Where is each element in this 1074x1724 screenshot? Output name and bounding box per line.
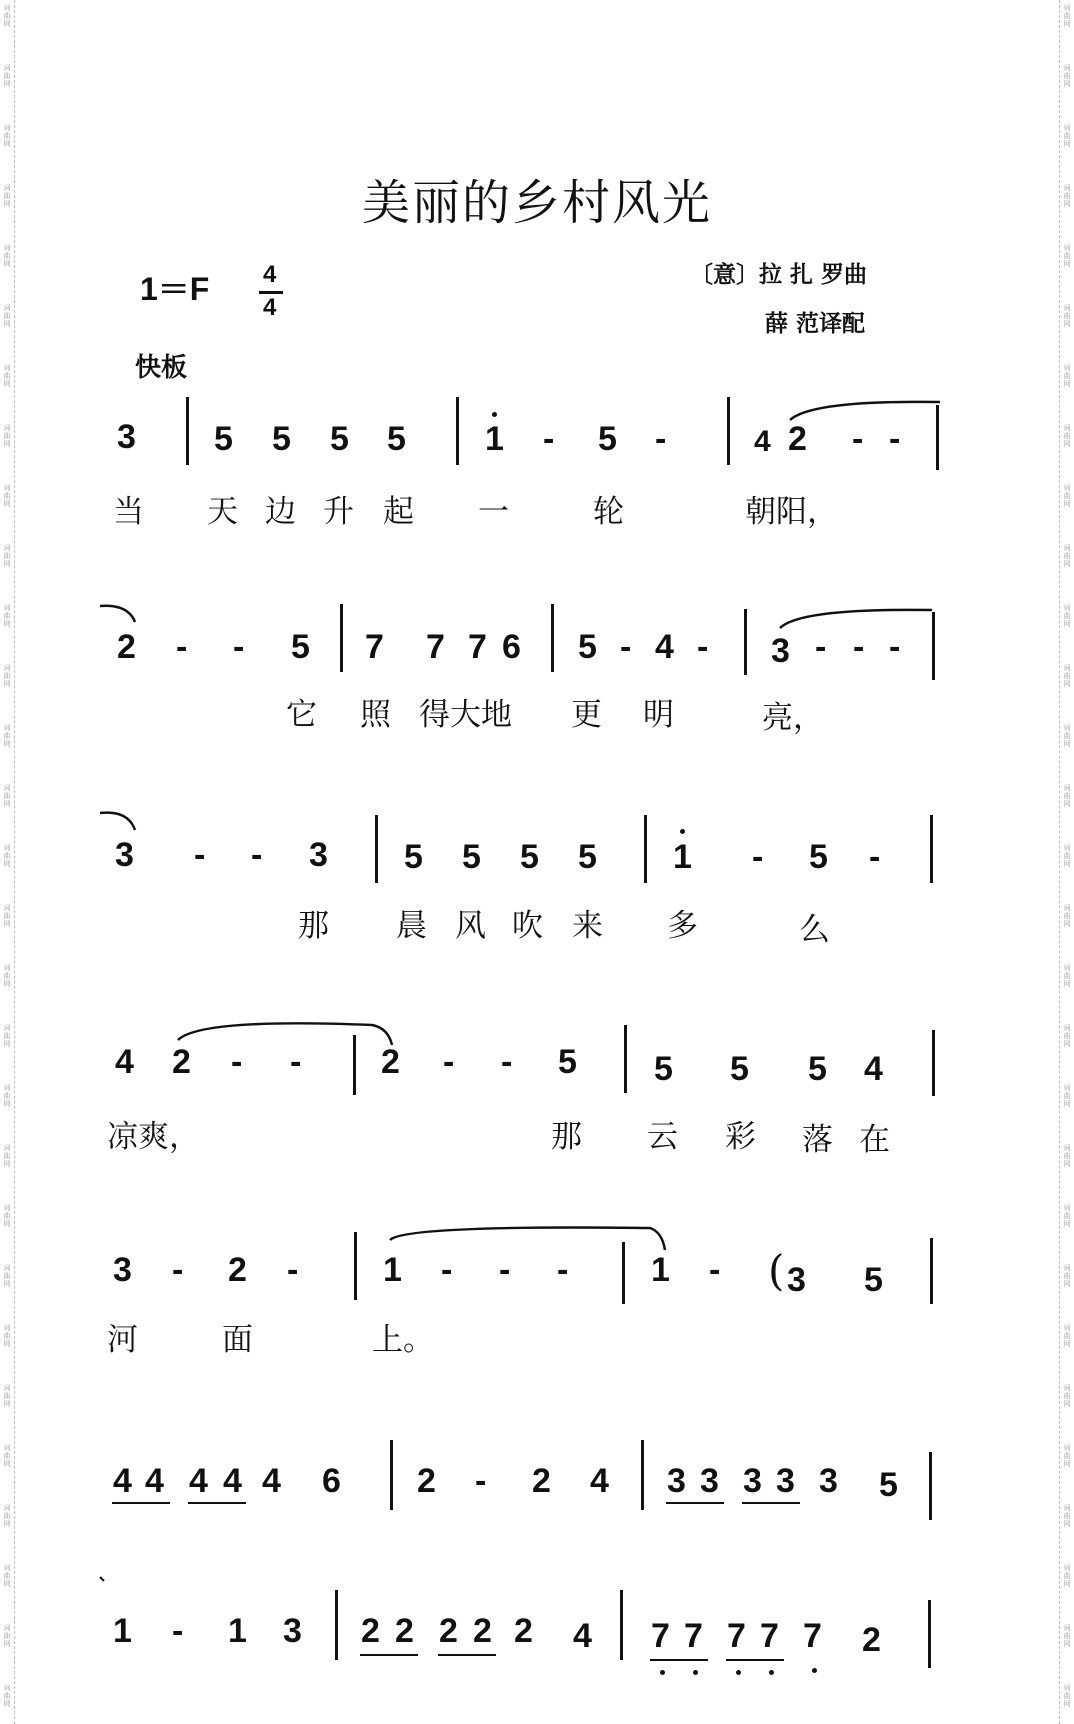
- note-93: 7: [684, 1617, 703, 1655]
- note-50: 5: [654, 1050, 673, 1088]
- note-32: -: [251, 836, 263, 874]
- lyric-15: 那: [298, 908, 329, 944]
- barline: [353, 1035, 356, 1095]
- note-8: 5: [598, 420, 617, 458]
- watermark-stamp: 词曲网: [1063, 784, 1071, 808]
- lyric-28: 河: [107, 1322, 138, 1358]
- watermark-stamp: 词曲网: [1063, 484, 1071, 508]
- watermark-stamp: 词曲网: [1063, 544, 1071, 568]
- note-34: 5: [404, 838, 423, 876]
- note-31: -: [194, 836, 206, 874]
- watermark-stamp: 词曲网: [3, 1084, 11, 1108]
- watermark-stamp: 词曲网: [3, 664, 11, 688]
- note-49: 5: [558, 1043, 577, 1081]
- note-41: -: [869, 838, 881, 876]
- note-19: 7: [426, 628, 445, 666]
- note-81: 5: [879, 1466, 898, 1504]
- lyric-1: 当: [113, 494, 144, 530]
- note-67: 4: [145, 1462, 164, 1500]
- note-56: 2: [228, 1251, 247, 1289]
- note-14: 2: [117, 628, 136, 666]
- note-54: 3: [113, 1251, 132, 1289]
- note-25: -: [697, 628, 709, 666]
- note-13: -: [889, 420, 901, 458]
- lyric-8: 朝阳，: [745, 494, 838, 530]
- note-48: -: [501, 1043, 513, 1081]
- note-84: 1: [228, 1612, 247, 1650]
- note-71: 6: [322, 1462, 341, 1500]
- underline: [438, 1654, 496, 1656]
- low-octave-dot: [769, 1670, 774, 1675]
- watermark-stamp: 词曲网: [3, 1324, 11, 1348]
- watermark-stamp: 词曲网: [1063, 1024, 1071, 1048]
- note-11: 2: [788, 420, 807, 458]
- watermark-stamp: 词曲网: [1063, 424, 1071, 448]
- lyric-12: 更: [571, 697, 602, 733]
- watermark-stamp: 词曲网: [3, 964, 11, 988]
- watermark-stamp: 词曲网: [1063, 904, 1071, 928]
- note-94: 7: [727, 1617, 746, 1655]
- barline: [340, 604, 343, 672]
- watermark-stamp: 词曲网: [3, 304, 11, 328]
- watermark-stamp: 词曲网: [3, 244, 11, 268]
- note-72: 2: [417, 1462, 436, 1500]
- lyric-14: 亮，: [762, 700, 824, 736]
- lyric-13: 明: [643, 697, 674, 733]
- tie-arc: [178, 1023, 392, 1045]
- note-60: -: [499, 1251, 511, 1289]
- note-3: 5: [272, 420, 291, 458]
- note-43: 2: [172, 1043, 191, 1081]
- note-97: 2: [862, 1621, 881, 1659]
- note-18: 7: [365, 628, 384, 666]
- note-23: -: [620, 628, 632, 666]
- note-37: 5: [578, 838, 597, 876]
- note-83: -: [172, 1612, 184, 1650]
- underline: [726, 1659, 784, 1661]
- watermark-stamp: 词曲网: [3, 904, 11, 928]
- lyric-3: 边: [265, 494, 296, 530]
- watermark-stamp: 词曲网: [1063, 364, 1071, 388]
- note-63: -: [709, 1251, 721, 1289]
- note-5: 5: [387, 420, 406, 458]
- note-27: -: [815, 628, 827, 666]
- note-79: 3: [776, 1462, 795, 1500]
- watermark-stamp: 词曲网: [3, 184, 11, 208]
- watermark-stamp: 词曲网: [1063, 1564, 1071, 1588]
- watermark-stamp: 词曲网: [3, 364, 11, 388]
- song-title: 美丽的乡村风光: [361, 175, 712, 231]
- watermark-stamp: 词曲网: [1063, 1264, 1071, 1288]
- barline: [354, 1232, 357, 1300]
- watermark-stamp: 词曲网: [1063, 1444, 1071, 1468]
- watermark-stamp: 词曲网: [1063, 1684, 1071, 1708]
- note-59: -: [441, 1251, 453, 1289]
- tempo-marking: 快板: [135, 353, 188, 383]
- note-1: 3: [117, 418, 136, 456]
- note-9: -: [655, 420, 667, 458]
- watermark-stamp: 词曲网: [3, 544, 11, 568]
- lyric-25: 彩: [725, 1119, 756, 1155]
- barline: [375, 815, 378, 883]
- watermark-stamp: 词曲网: [1063, 964, 1071, 988]
- note-88: 2: [439, 1612, 458, 1650]
- watermark-stamp: 词曲网: [1063, 664, 1071, 688]
- barline: [186, 397, 189, 465]
- note-33: 3: [309, 836, 328, 874]
- note-76: 3: [667, 1462, 686, 1500]
- octave-dot: [492, 412, 497, 417]
- octave-dot: [680, 829, 685, 834]
- barline: [551, 604, 554, 672]
- stray-mark: [100, 1577, 104, 1581]
- lyric-4: 升: [323, 494, 354, 530]
- note-77: 3: [700, 1462, 719, 1500]
- note-80: 3: [819, 1462, 838, 1500]
- note-65: 5: [864, 1261, 883, 1299]
- note-6: 1: [485, 420, 504, 458]
- note-53: 4: [864, 1050, 883, 1088]
- watermark-stamp: 词曲网: [3, 4, 11, 28]
- lyric-16: 晨: [396, 908, 427, 944]
- lyric-23: 那: [551, 1119, 582, 1155]
- watermark-stamp: 词曲网: [1063, 844, 1071, 868]
- barline: [335, 1590, 338, 1660]
- note-22: 5: [578, 628, 597, 666]
- watermark-stamp: 词曲网: [3, 1684, 11, 1708]
- barline: [936, 405, 939, 470]
- note-20: 7: [468, 628, 487, 666]
- watermark-stamp: 词曲网: [1063, 184, 1071, 208]
- note-10: 4: [754, 425, 771, 458]
- note-44: -: [231, 1043, 243, 1081]
- key-signature: 1＝F: [140, 271, 210, 307]
- note-92: 7: [651, 1617, 670, 1655]
- tie-arc: [100, 606, 135, 622]
- lyric-29: 面: [222, 1322, 253, 1358]
- note-57: -: [287, 1251, 299, 1289]
- note-96: 7: [803, 1617, 822, 1655]
- note-90: 2: [514, 1612, 533, 1650]
- note-85: 3: [283, 1612, 302, 1650]
- time-signature-bottom: 4: [263, 294, 277, 321]
- barline: [624, 1025, 627, 1093]
- tie-arc: [100, 813, 135, 830]
- note-70: 4: [262, 1462, 281, 1500]
- watermark-stamp: 词曲网: [3, 64, 11, 88]
- watermark-stamp: 词曲网: [3, 1384, 11, 1408]
- lyric-22: 凉爽，: [107, 1119, 200, 1155]
- tie-arc: [790, 402, 940, 420]
- note-17: 5: [291, 628, 310, 666]
- watermark-stamp: 词曲网: [1063, 64, 1071, 88]
- lyric-21: 么: [799, 912, 830, 948]
- note-40: 5: [809, 838, 828, 876]
- lyric-2: 天: [207, 494, 238, 530]
- watermark-stamp: 词曲网: [1063, 1504, 1071, 1528]
- lyric-10: 照: [360, 697, 391, 733]
- note-24: 4: [655, 628, 674, 666]
- note-46: 2: [381, 1043, 400, 1081]
- note-47: -: [443, 1043, 455, 1081]
- note-62: 1: [651, 1251, 670, 1289]
- barline: [727, 397, 730, 465]
- barline: [456, 397, 459, 465]
- note-75: 4: [590, 1462, 609, 1500]
- note-78: 3: [743, 1462, 762, 1500]
- note-51: 5: [730, 1050, 749, 1088]
- watermark-stamp: 词曲网: [1063, 724, 1071, 748]
- watermark-stamp: 词曲网: [1063, 304, 1071, 328]
- low-octave-dot: [736, 1670, 741, 1675]
- lyric-19: 来: [572, 908, 603, 944]
- lyric-20: 多: [667, 908, 698, 944]
- note-61: -: [557, 1251, 569, 1289]
- barline: [932, 1030, 935, 1096]
- note-15: -: [176, 628, 188, 666]
- watermark-stamp: 词曲网: [3, 724, 11, 748]
- lyric-5: 起: [383, 494, 414, 530]
- watermark-stamp: 词曲网: [3, 424, 11, 448]
- note-95: 7: [760, 1617, 779, 1655]
- note-64: 3: [787, 1261, 806, 1299]
- underline: [666, 1502, 724, 1504]
- note-7: -: [543, 420, 555, 458]
- barline: [930, 815, 933, 883]
- watermark-stamp: 词曲网: [3, 1564, 11, 1588]
- time-signature-top: 4: [263, 261, 277, 288]
- note-4: 5: [330, 420, 349, 458]
- barline: [620, 1590, 623, 1660]
- watermark-stamp: 词曲网: [1063, 604, 1071, 628]
- underline: [360, 1654, 418, 1656]
- low-octave-dot: [660, 1670, 665, 1675]
- note-38: 1: [673, 838, 692, 876]
- lyric-30: 上。: [372, 1322, 434, 1358]
- note-55: -: [172, 1251, 184, 1289]
- watermark-stamp: 词曲网: [1063, 4, 1071, 28]
- note-87: 2: [395, 1612, 414, 1650]
- opening-parenthesis: (: [768, 1246, 785, 1295]
- low-octave-dot: [693, 1670, 698, 1675]
- barline: [744, 609, 747, 675]
- lyric-18: 吹: [512, 908, 543, 944]
- note-91: 4: [573, 1617, 592, 1655]
- watermark-stamp: 词曲网: [1063, 1324, 1071, 1348]
- watermark-stamp: 词曲网: [1063, 244, 1071, 268]
- watermark-stamp: 词曲网: [1063, 1084, 1071, 1108]
- note-39: -: [752, 838, 764, 876]
- note-12: -: [852, 420, 864, 458]
- note-89: 2: [473, 1612, 492, 1650]
- note-86: 2: [361, 1612, 380, 1650]
- left-watermark-strip: [0, 0, 15, 1724]
- note-66: 4: [113, 1462, 132, 1500]
- barline: [928, 1600, 931, 1668]
- watermark-stamp: 词曲网: [3, 1264, 11, 1288]
- watermark-stamp: 词曲网: [3, 1204, 11, 1228]
- note-45: -: [290, 1043, 302, 1081]
- barline: [622, 1242, 625, 1304]
- note-42: 4: [115, 1043, 134, 1081]
- barline: [644, 815, 647, 883]
- underline: [112, 1502, 170, 1504]
- note-69: 4: [223, 1462, 242, 1500]
- watermark-stamp: 词曲网: [3, 784, 11, 808]
- watermark-stamp: 词曲网: [1063, 1384, 1071, 1408]
- lyric-11: 得大地: [419, 697, 512, 733]
- watermark-stamp: 词曲网: [1063, 1204, 1071, 1228]
- composer-credit: 〔意〕拉 扎 罗曲: [690, 261, 868, 288]
- note-82: 1: [113, 1612, 132, 1650]
- watermark-stamp: 词曲网: [3, 844, 11, 868]
- note-73: -: [475, 1462, 487, 1500]
- underline: [188, 1502, 246, 1504]
- watermark-stamp: 词曲网: [3, 484, 11, 508]
- watermark-stamp: 词曲网: [3, 1144, 11, 1168]
- note-16: -: [233, 628, 245, 666]
- watermark-stamp: 词曲网: [3, 1624, 11, 1648]
- barline: [641, 1440, 644, 1510]
- note-68: 4: [189, 1462, 208, 1500]
- right-watermark-strip: [1059, 0, 1074, 1724]
- translator-credit: 薛 范译配: [765, 310, 866, 337]
- barline: [930, 1238, 933, 1304]
- note-29: -: [889, 628, 901, 666]
- note-26: 3: [771, 632, 790, 670]
- note-36: 5: [520, 838, 539, 876]
- lyric-26: 落: [802, 1122, 833, 1158]
- lyric-27: 在: [859, 1122, 890, 1158]
- watermark-stamp: 词曲网: [3, 1444, 11, 1468]
- watermark-stamp: 词曲网: [3, 1024, 11, 1048]
- lyric-9: 它: [286, 697, 317, 733]
- note-58: 1: [383, 1251, 402, 1289]
- note-52: 5: [808, 1050, 827, 1088]
- lyric-17: 风: [455, 908, 486, 944]
- note-30: 3: [115, 836, 134, 874]
- tie-arc: [780, 610, 932, 628]
- note-74: 2: [532, 1462, 551, 1500]
- note-35: 5: [462, 838, 481, 876]
- note-21: 6: [502, 628, 521, 666]
- watermark-stamp: 词曲网: [1063, 124, 1071, 148]
- lyric-24: 云: [647, 1119, 678, 1155]
- lyric-7: 轮: [593, 494, 624, 530]
- underline: [650, 1659, 708, 1661]
- lyric-6: 一: [478, 494, 509, 530]
- watermark-stamp: 词曲网: [1063, 1144, 1071, 1168]
- barline: [932, 612, 935, 680]
- watermark-stamp: 词曲网: [3, 604, 11, 628]
- watermark-stamp: 词曲网: [3, 124, 11, 148]
- watermark-stamp: 词曲网: [1063, 1624, 1071, 1648]
- note-28: -: [853, 628, 865, 666]
- underline: [742, 1502, 800, 1504]
- note-2: 5: [214, 420, 233, 458]
- watermark-stamp: 词曲网: [3, 1504, 11, 1528]
- low-octave-dot: [812, 1668, 817, 1673]
- barline: [390, 1440, 393, 1510]
- barline: [929, 1452, 932, 1520]
